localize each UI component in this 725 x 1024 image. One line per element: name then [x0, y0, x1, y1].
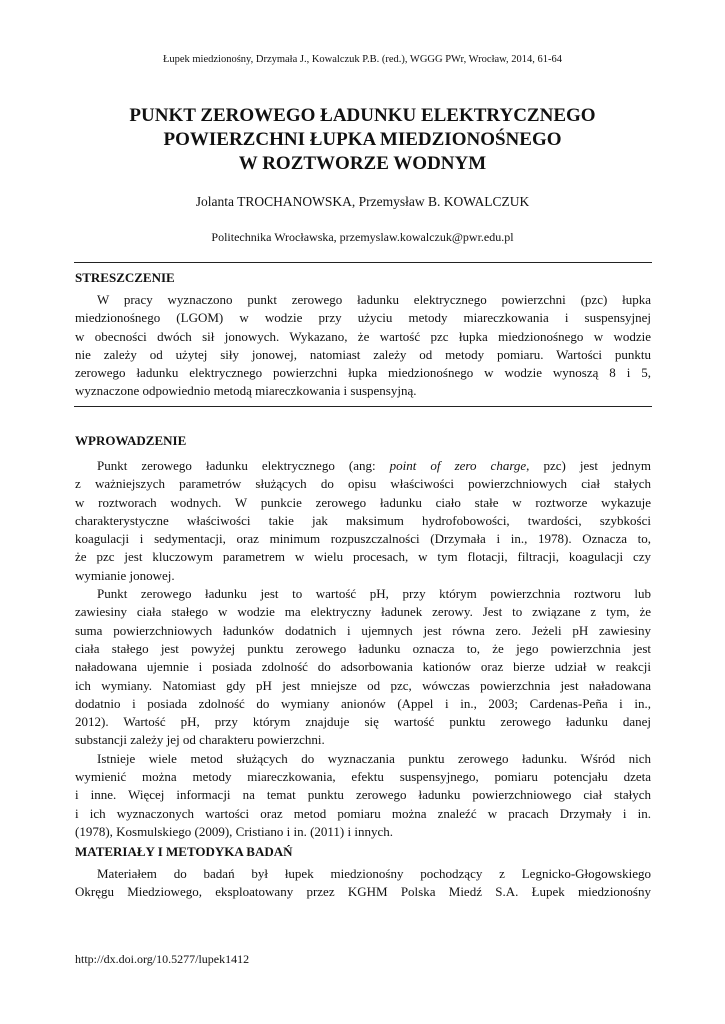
abstract-bottom-rule [74, 406, 652, 407]
text-line: zerowego ładunku elektrycznego powierzchni łupka miedzionośnego w wodzie wynoszą 8 i 5, [75, 365, 651, 381]
text-line: suma powierzchniowych ładunków dodatnich i ujemnych jest równa zero. Jeżeli pH zawiesiny [75, 622, 651, 638]
title-line: W ROZTWORZE WODNYM [238, 153, 487, 174]
text-line: zawiesiny ciała stałego w wodzie ma elektryczny ładunek zerowy. Jest to związane z tym, że [75, 604, 651, 620]
text-line: i inne. Więcej informacji na temat punktu zerowego ładunku powierzchniowego ciał stałych [75, 787, 651, 803]
text-line: że pzc jest kluczowym parametrem w wielu procesach, w tym flotacji, filtracji, koagulacji czy [75, 549, 651, 565]
citation-header: Łupek miedzionośny, Drzymała J., Kowalczuk P.B. (red.), WGGG PWr, Wrocław, 2014, 61-64 [162, 54, 563, 65]
paper-title [40, 104, 685, 176]
abstract-heading: STRESZCZENIE [75, 270, 175, 285]
title-line: PUNKT ZEROWEGO ŁADUNKU ELEKTRYCZNEGO [129, 105, 596, 126]
materials-heading: MATERIAŁY I METODYKA BADAŃ [75, 844, 293, 859]
italic-term: point of zero charge [389, 458, 527, 473]
text-line: ich wymiany. Natomiast gdy pH jest mniejsze od pzc, wówczas powierzchnia jest naładowana [75, 677, 651, 693]
text-line: wymianie jonowej. [75, 567, 175, 583]
text-line: w obecności dwóch sił jonowych. Wykazano, że wartość pzc łupka miedzionośnego w wodzie [75, 328, 651, 344]
text-line: Punkt zerowego ładunku jest to wartość pH, przy którym powierzchnia roztworu lub [97, 586, 651, 602]
text-line: i ich wyznaczonych wartości oraz metod pomiaru można znaleźć w pracach Drzymały i in. [75, 805, 651, 821]
intro-body [75, 457, 651, 841]
materials-body [75, 865, 651, 902]
text-line: dodatnio i posiada zdolność do wymiany anionów (Appel i in., 2003; Cardenas-Peña i in., [75, 695, 651, 711]
authors: Jolanta TROCHANOWSKA, Przemysław B. KOWALCZUK [195, 194, 530, 209]
text-run: , pzc) jest jednym [526, 458, 651, 473]
affiliation: Politechnika Wrocławska, przemyslaw.kowalczuk@pwr.edu.pl [211, 230, 514, 244]
text-line: charakterystyczne właściwości takie jak maksimum hydrofobowości, twardości, szybkości [75, 512, 651, 528]
text-line: substancji zależy jej od charakteru powierzchni. [75, 732, 325, 748]
text-line: Okręgu Miedziowego, eksploatowany przez KGHM Polska Miedź S.A. Łupek miedzionośny [75, 884, 651, 900]
text-line: naładowana ujemnie i posiada zdolność do adsorbowania kationów oraz bierze udział w reakcji [75, 659, 651, 675]
title-line: POWIERZCHNI ŁUPKA MIEDZIONOŚNEGO [163, 129, 562, 150]
abstract-body [75, 291, 651, 401]
intro-heading: WPROWADZENIE [75, 433, 187, 448]
text-line: Materiałem do badań był łupek miedzionośny pochodzący z Legnicko-Głogowskiego [97, 866, 651, 881]
text-line: z ważniejszych parametrów służących do opisu właściwości powierzchniowych ciał stałych [75, 476, 651, 492]
abstract-top-rule [74, 262, 652, 263]
text-line [75, 457, 651, 475]
text-line: 2012). Wartość pH, przy którym znajduje się wartość punktu zerowego ładunku danej [75, 714, 651, 730]
text-line: nie zależy od użytej siły jonowej, natomiast zależy od metody pomiaru. Wartości punktu [75, 346, 651, 362]
text-line: wymienić można metody miareczkowania, efektu suspensyjnego, pomiaru potencjału dzeta [75, 769, 651, 785]
doi-link[interactable]: http://dx.doi.org/10.5277/lupek1412 [75, 952, 250, 966]
text-line: miedzionośnego (LGOM) w wodzie przy użyciu metody miareczkowania i suspensyjnej [75, 310, 651, 326]
text-line: w roztworach wodnych. W punkcie zerowego ładunku ciało stałe w roztworze wykazuje [75, 494, 651, 510]
text-line: (1978), Kosmulskiego (2009), Cristiano i in. (2011) i innych. [75, 823, 393, 839]
text-line: W pracy wyznaczono punkt zerowego ładunku elektrycznego powierzchni (pzc) łupka [97, 292, 651, 307]
text-run: Punkt zerowego ładunku elektrycznego (ang: [97, 458, 390, 473]
text-line: wyznaczone odpowiednio metodą miareczkowania i suspensyjną. [75, 383, 417, 399]
text-line: ciała stałego jest powyżej punktu zerowego ładunku oznacza to, że jego powierzchnia jest [75, 640, 651, 656]
text-line: Istnieje wiele metod służących do wyznaczania punktu zerowego ładunku. Wśród nich [97, 750, 651, 766]
text-line: koagulacji i sedymentacji, oraz minimum rozpuszczalności (Drzymała i in., 1978). Oznacza to, [75, 531, 651, 547]
